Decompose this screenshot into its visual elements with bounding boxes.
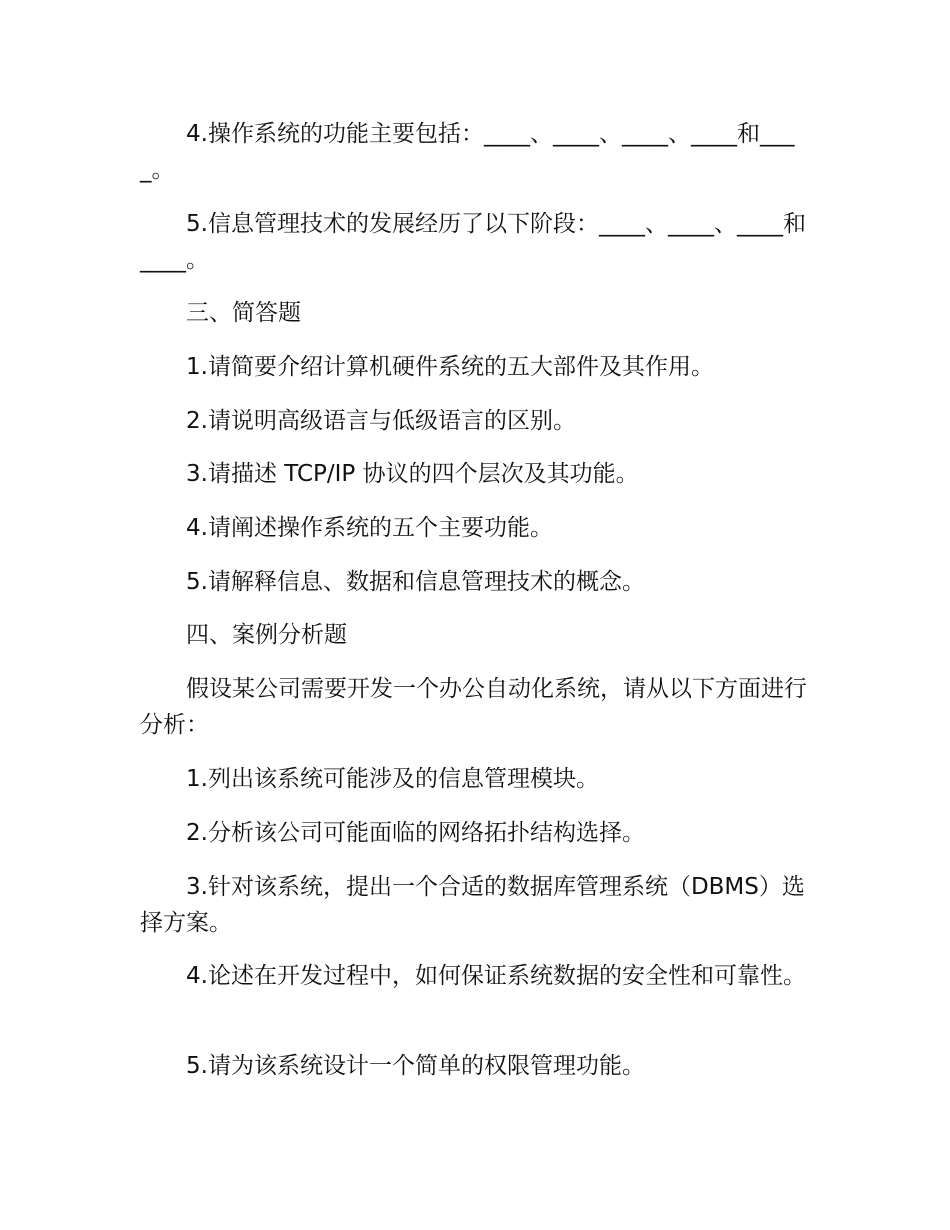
fill-blank-question-4: 4.操作系统的功能主要包括：____、____、____、____和____。 bbox=[140, 121, 795, 183]
short-answer-question-1: 1.请简要介绍计算机硬件系统的五大部件及其作用。 bbox=[186, 354, 714, 380]
short-answer-question-4: 4.请阐述操作系统的五个主要功能。 bbox=[186, 515, 553, 541]
case-analysis-question-5: 5.请为该系统设计一个简单的权限管理功能。 bbox=[186, 1053, 645, 1079]
case-analysis-question-3: 3.针对该系统，提出一个合适的数据库管理系统（DBMS）选择方案。 bbox=[140, 874, 805, 936]
case-analysis-heading: 四、案例分析题 bbox=[186, 622, 347, 648]
short-answer-question-2: 2.请说明高级语言与低级语言的区别。 bbox=[186, 408, 576, 434]
fill-blank-question-5: 5.信息管理技术的发展经历了以下阶段：____、____、____和____。 bbox=[140, 211, 806, 273]
short-answer-heading: 三、简答题 bbox=[186, 300, 301, 326]
short-answer-question-5: 5.请解释信息、数据和信息管理技术的概念。 bbox=[186, 569, 645, 595]
case-analysis-question-2: 2.分析该公司可能面临的网络拓扑结构选择。 bbox=[186, 820, 645, 846]
case-analysis-intro: 假设某公司需要开发一个办公自动化系统，请从以下方面进行分析： bbox=[140, 676, 807, 738]
case-analysis-question-4: 4.论述在开发过程中，如何保证系统数据的安全性和可靠性。 bbox=[186, 963, 806, 989]
short-answer-question-3: 3.请描述 TCP/IP 协议的四个层次及其功能。 bbox=[186, 461, 639, 487]
case-analysis-question-1: 1.列出该系统可能涉及的信息管理模块。 bbox=[186, 766, 599, 792]
